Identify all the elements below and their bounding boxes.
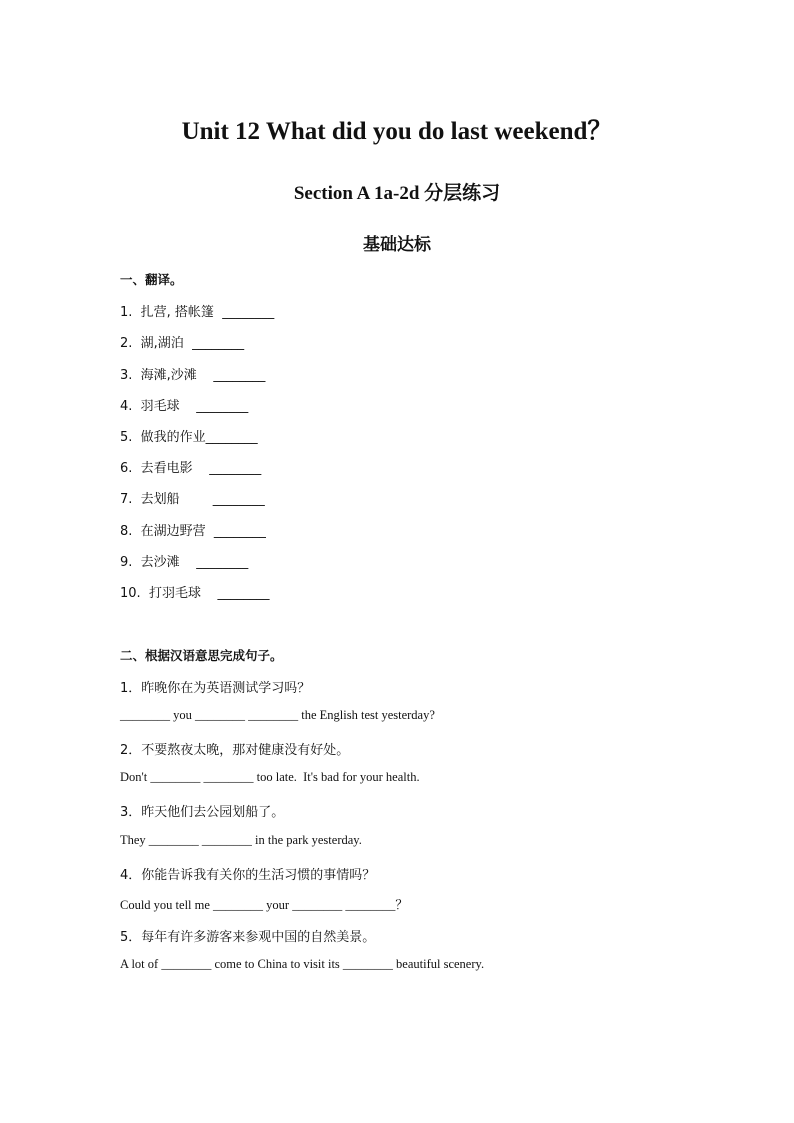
section-subtitle: Section A 1a-2d 分层练习 xyxy=(293,183,501,204)
level-heading: 基础达标 xyxy=(363,235,431,255)
translation-item: 6. 去看电影 ________ xyxy=(120,461,262,476)
translation-item: 8. 在湖边野营 ________ xyxy=(120,524,266,539)
sentence-english: Could you tell me ________ your ________ ________？ xyxy=(120,898,408,912)
translation-item: 10. 打羽毛球 ________ xyxy=(120,586,270,601)
section1-heading: 一、翻译。 xyxy=(120,272,183,287)
translation-item: 1. 扎营, 搭帐篷 ________ xyxy=(120,305,275,320)
sentence-chinese: 5．每年有许多游客来参观中国的自然美景。 xyxy=(120,930,376,945)
sentence-english: A lot of ________ come to China to visit its ________ beautiful scenery. xyxy=(120,957,485,971)
translation-item: 5. 做我的作业________ xyxy=(120,430,258,445)
sentence-chinese: 2．不要熬夜太晚，那对健康没有好处。 xyxy=(120,743,350,758)
sentence-chinese: 1．昨晚你在为英语测试学习吗？ xyxy=(120,681,311,696)
translation-item: 2. 湖,湖泊 ________ xyxy=(120,336,245,351)
page-title: Unit 12 What did you do last weekend？ xyxy=(181,118,613,145)
sentence-english: They ________ ________ in the park yesterday. xyxy=(120,833,362,847)
sentence-english: Don't ________ ________ too late. It's bad for your health. xyxy=(120,770,420,784)
sentence-english: ________ you ________ ________ the English test yesterday? xyxy=(120,708,435,722)
sentence-chinese: 4．你能告诉我有关你的生活习惯的事情吗？ xyxy=(120,868,376,883)
translation-item: 9. 去沙滩 ________ xyxy=(120,555,249,570)
translation-item: 3. 海滩,沙滩 ________ xyxy=(120,368,266,383)
section2-heading: 二、根据汉语意思完成句子。 xyxy=(120,648,283,663)
sentence-chinese: 3．昨天他们去公园划船了。 xyxy=(120,805,285,820)
translation-item: 4. 羽毛球 ________ xyxy=(120,399,249,414)
translation-item: 7. 去划船 ________ xyxy=(120,492,265,507)
